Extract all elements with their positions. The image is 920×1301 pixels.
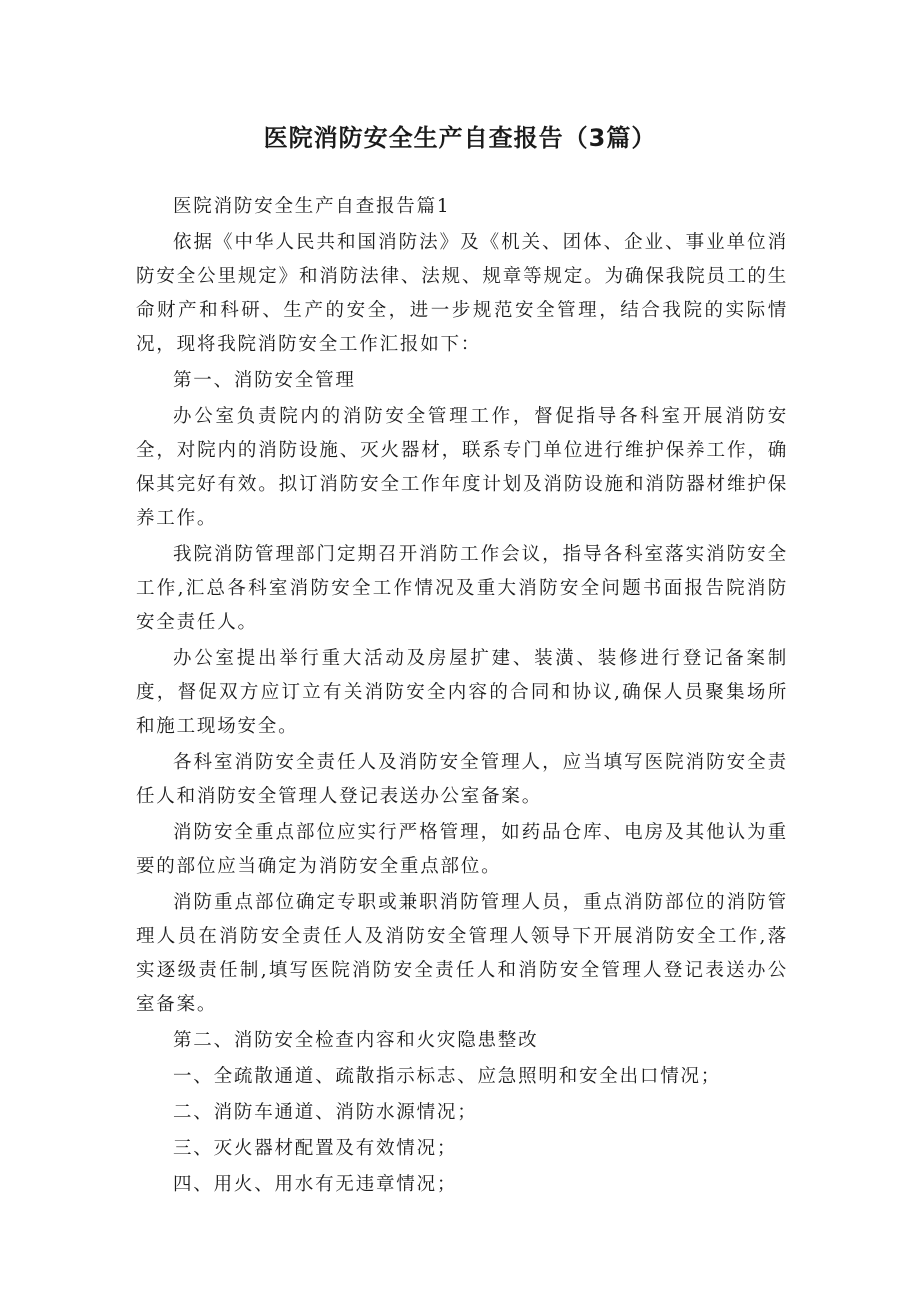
paragraph: 办公室提出举行重大活动及房屋扩建、装潢、装修进行登记备案制度，督促双方应订立有关消防安全内容的合同和协议,确保人员聚集场所和施工现场安全。 xyxy=(136,648,788,737)
paragraph: 我院消防管理部门定期召开消防工作会议，指导各科室落实消防安全工作,汇总各科室消防安全工作情况及重大消防安全问题书面报告院消防安全责任人。 xyxy=(136,544,788,633)
paragraph: 消防重点部位确定专职或兼职消防管理人员，重点消防部位的消防管理人员在消防安全责任人及消防安全管理人领导下开展消防安全工作,落实逐级责任制,填写医院消防安全责任人和消防安全管理人登记表送办公室备案。 xyxy=(136,892,788,1015)
section-heading: 医院消防安全生产自查报告篇1 xyxy=(173,196,451,217)
list-item: 二、消防车通道、消防水源情况； xyxy=(173,1102,478,1123)
list-item: 三、灭火器材配置及有效情况； xyxy=(173,1138,458,1159)
paragraph: 办公室负责院内的消防安全管理工作，督促指导各科室开展消防安全，对院内的消防设施、灭火器材，联系专门单位进行维护保养工作，确保其完好有效。拟订消防安全工作年度计划及消防设施和消防器材维护保养工作。 xyxy=(136,406,788,529)
document-title: 医院消防安全生产自查报告（3篇） xyxy=(263,124,657,152)
paragraph: 消防安全重点部位应实行严格管理，如药品仓库、电房及其他认为重要的部位应当确定为消防安全重点部位。 xyxy=(136,822,788,877)
section-heading: 第一、消防安全管理 xyxy=(173,370,356,391)
paragraph: 依据《中华人民共和国消防法》及《机关、团体、企业、事业单位消防安全公里规定》和消防法律、法规、规章等规定。为确保我院员工的生命财产和科研、生产的安全，进一步规范安全管理，结合我院的实际情况，现将我院消防安全工作汇报如下： xyxy=(136,232,788,355)
document-body xyxy=(136,190,788,1204)
paragraph: 各科室消防安全责任人及消防安全管理人，应当填写医院消防安全责任人和消防安全管理人登记表送办公室备案。 xyxy=(136,752,788,807)
list-item: 四、用火、用水有无违章情况； xyxy=(173,1174,458,1195)
list-item: 一、全疏散通道、疏散指示标志、应急照明和安全出口情况； xyxy=(173,1066,722,1087)
section-heading: 第二、消防安全检查内容和火灾隐患整改 xyxy=(173,1030,539,1051)
